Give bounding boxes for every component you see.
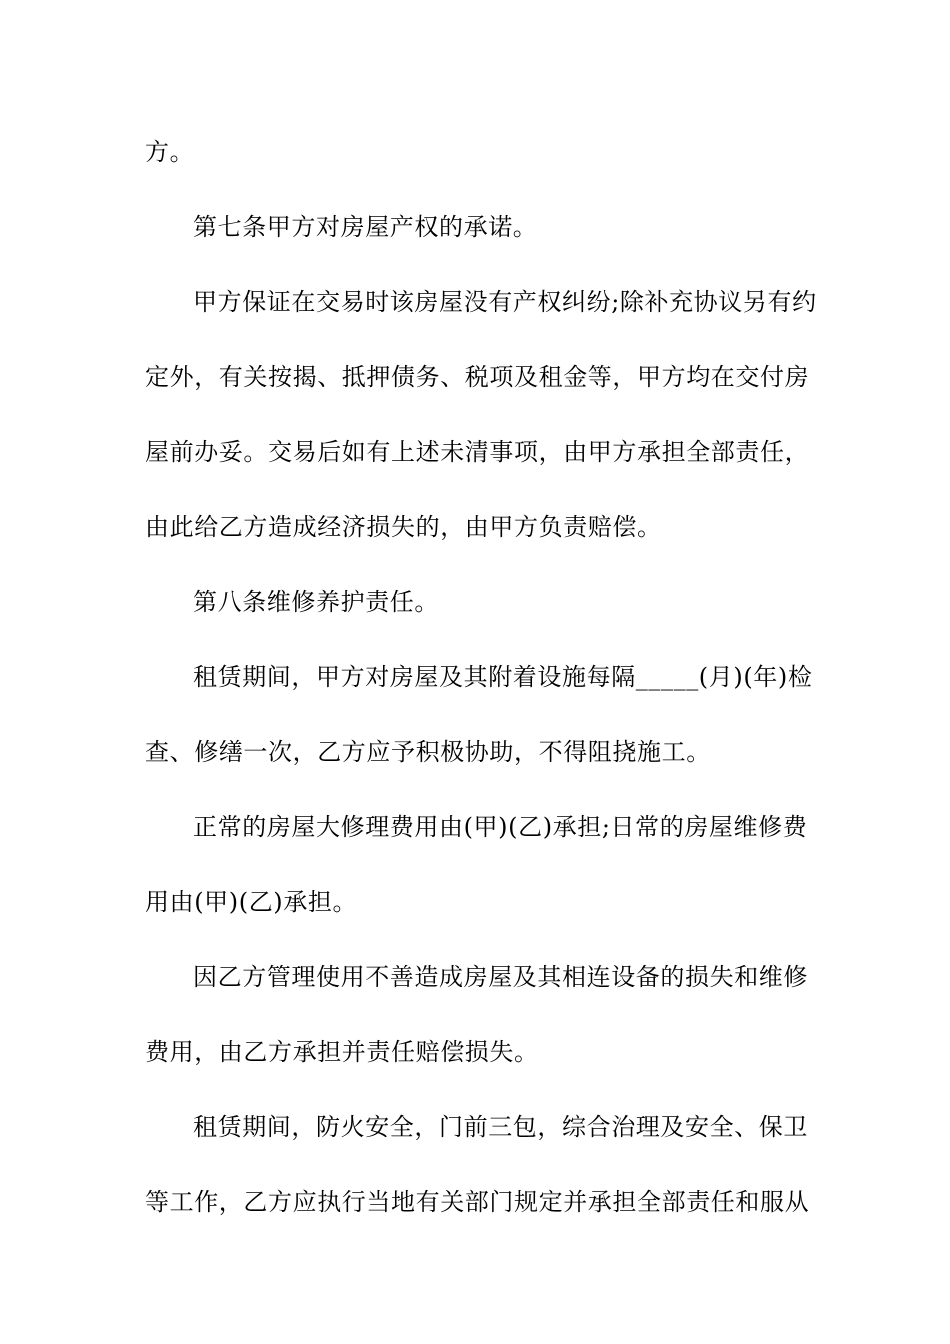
text-line: 租赁期间，甲方对房屋及其附着设施每隔_____(月)(年)检 xyxy=(193,663,813,691)
text-line: 甲方保证在交易时该房屋没有产权纠纷;除补充协议另有约 xyxy=(193,288,817,316)
text-line: 费用，由乙方承担并责任赔偿损失。 xyxy=(145,1038,539,1066)
text-line: 由此给乙方造成经济损失的，由甲方负责赔偿。 xyxy=(145,513,662,541)
text-line: 屋前办妥。交易后如有上述未清事项，由甲方承担全部责任， xyxy=(145,438,810,466)
text-line: 等工作，乙方应执行当地有关部门规定并承担全部责任和服从 xyxy=(145,1188,810,1216)
text-line: 查、修缮一次，乙方应予积极协助，不得阻挠施工。 xyxy=(145,738,711,766)
text-line: 租赁期间，防火安全，门前三包，综合治理及安全、保卫 xyxy=(193,1113,808,1141)
text-line: 定外，有关按揭、抵押债务、税项及租金等，甲方均在交付房 xyxy=(145,363,810,391)
article-heading: 第七条甲方对房屋产权的承诺。 xyxy=(193,213,538,241)
text-line: 正常的房屋大修理费用由(甲)(乙)承担;日常的房屋维修费 xyxy=(193,813,808,841)
text-line: 因乙方管理使用不善造成房屋及其相连设备的损失和维修 xyxy=(193,963,808,991)
article-heading: 第八条维修养护责任。 xyxy=(193,588,439,616)
text-line: 方。 xyxy=(145,138,195,166)
text-line: 用由(甲)(乙)承担。 xyxy=(145,888,358,916)
